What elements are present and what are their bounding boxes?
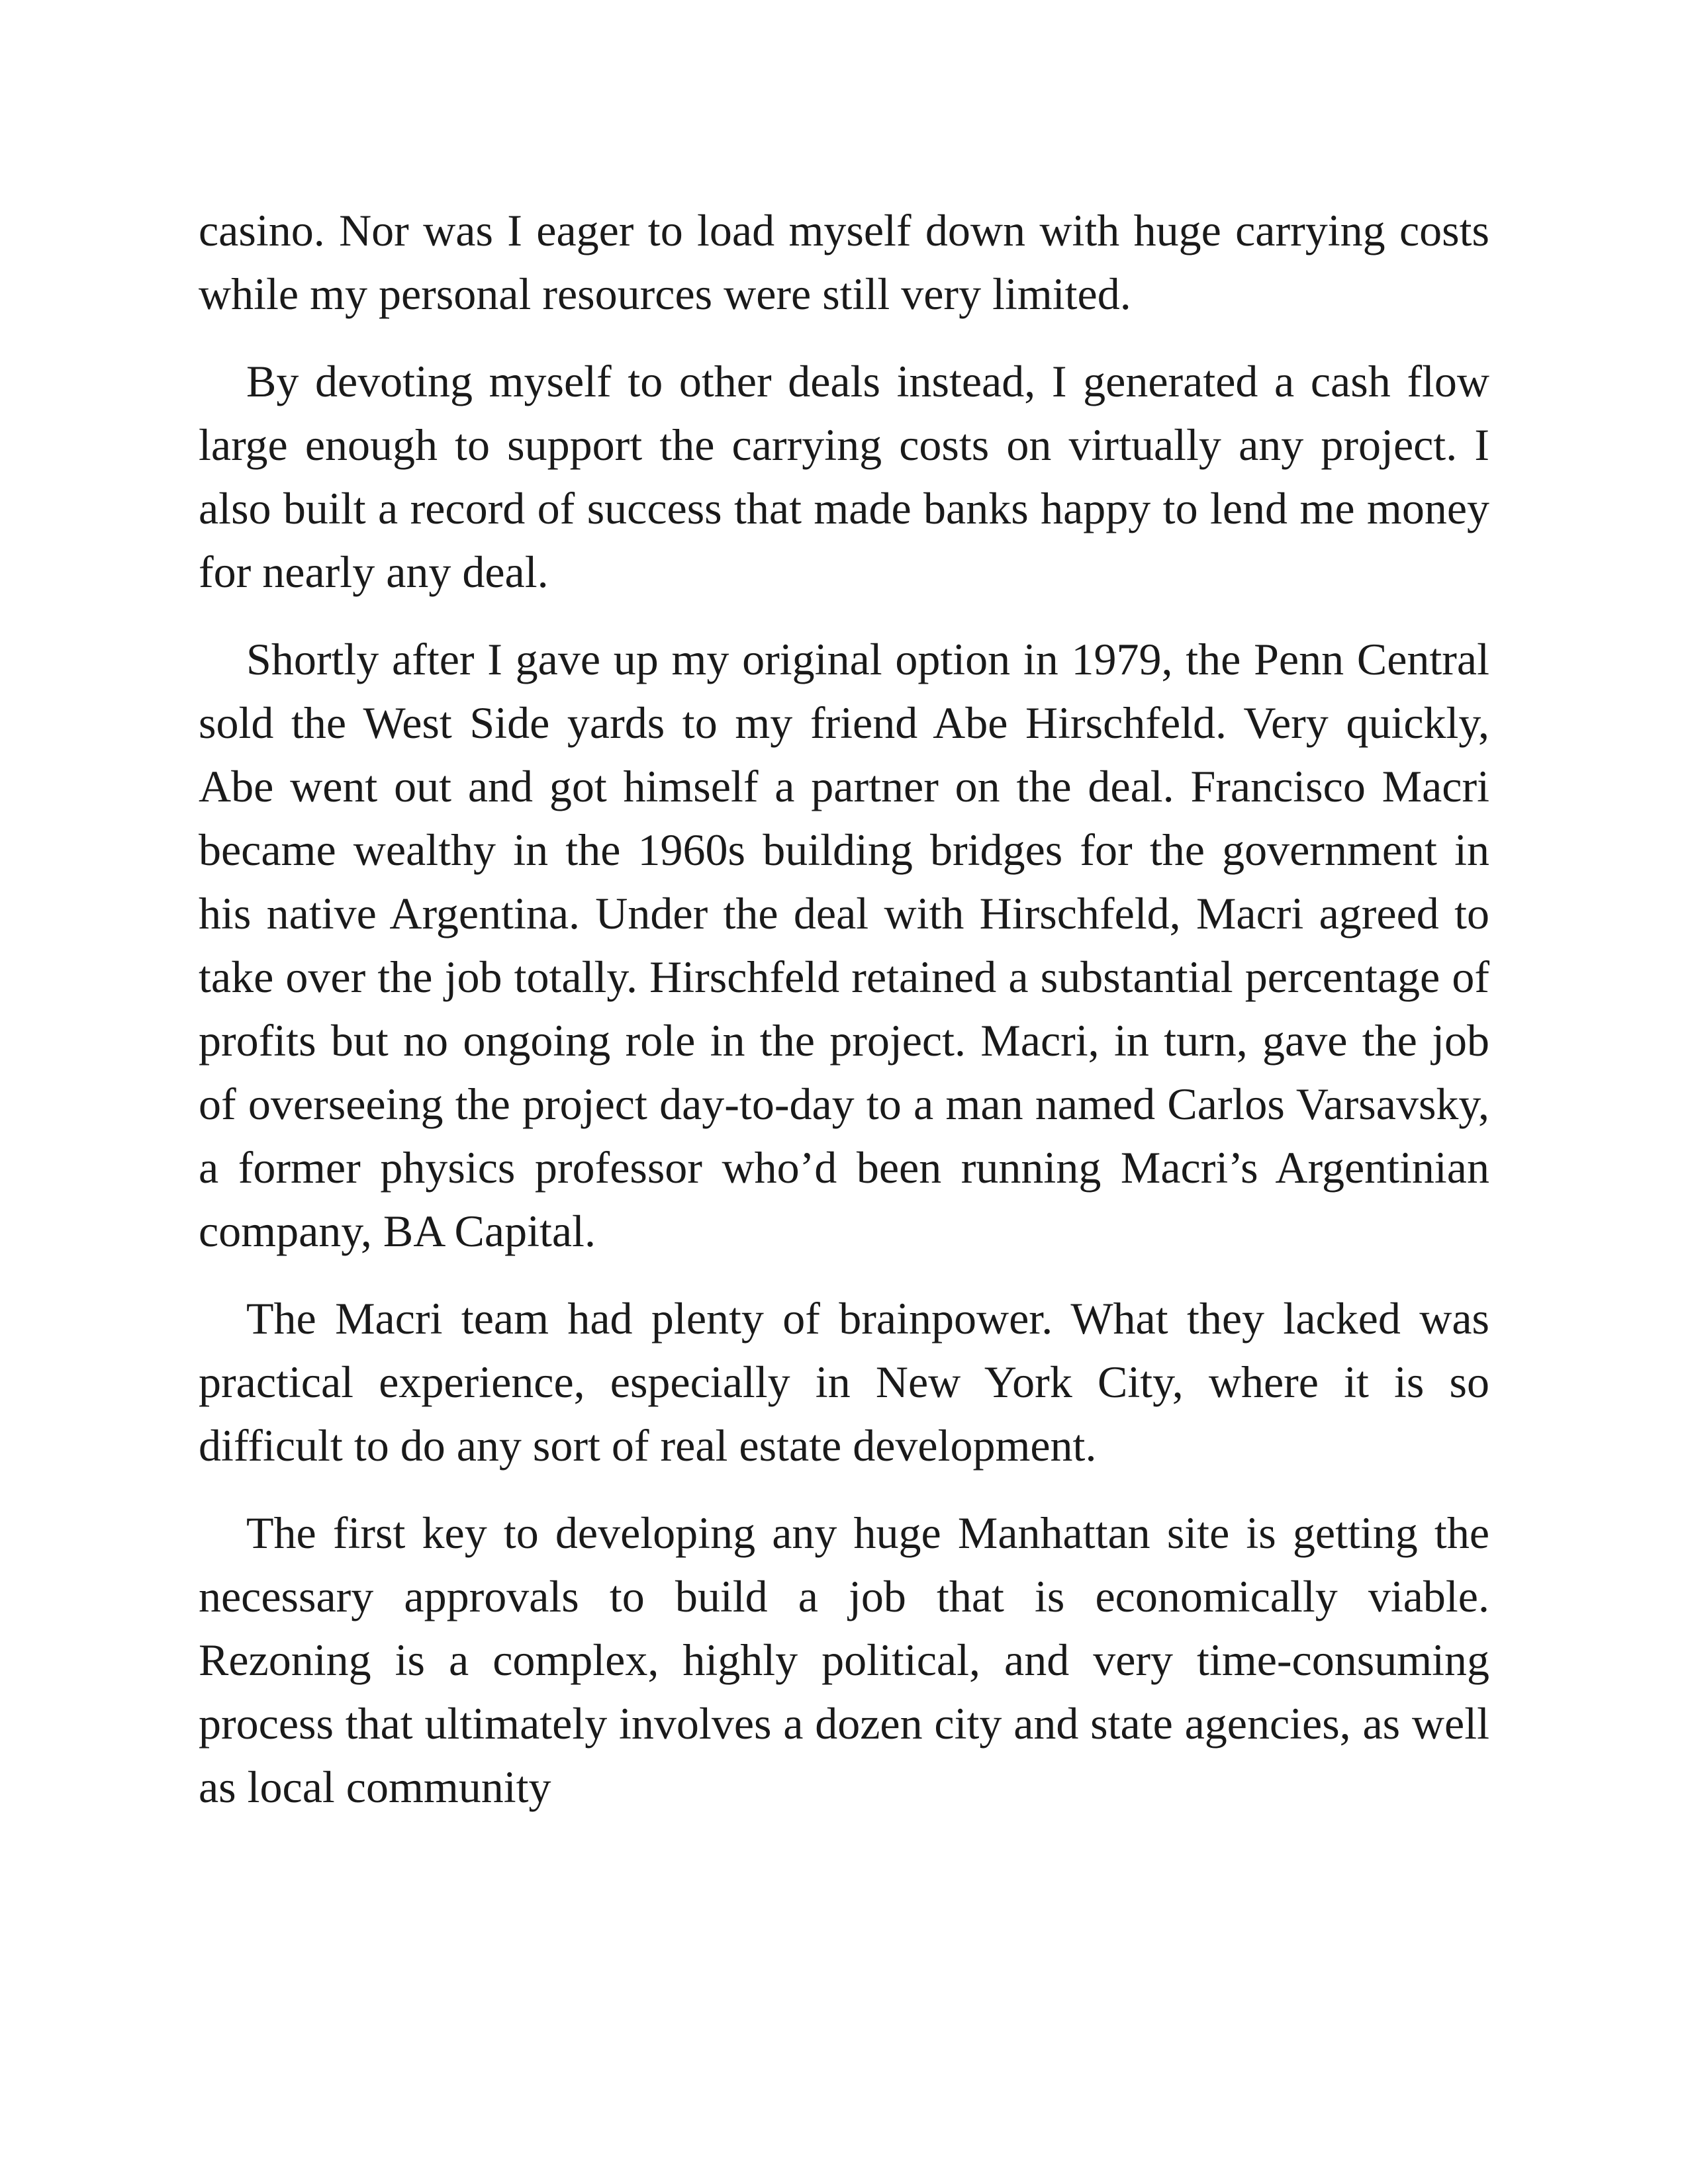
- paragraph-1: casino. Nor was I eager to load myself down with huge carrying costs while my personal resources were still very limited.: [199, 205, 1489, 319]
- paragraph-3: Shortly after I gave up my original option in 1979, the Penn Central sold the West Side yards to my friend Abe Hirschfeld. Very quickly, Abe went out and got himself a partner on the deal. Francisco Macri became wealthy in the 1960s building bridges for the government in his native Argentina. Under the deal with Hirschfeld, Macri agreed to take over the job totally. Hirschfeld retained a substantial percentage of profits but no ongoing role in the project. Macri, in turn, gave the job of overseeing the project day-to-day to a man named Carlos Varsavsky, a former physics professor who’d been running Macri’s Argentinian company, BA Capital.: [199, 634, 1489, 1256]
- body-text: [199, 199, 1489, 1843]
- paragraph-4: The Macri team had plenty of brainpower. What they lacked was practical experience, especially in New York City, where it is so difficult to do any sort of real estate development.: [199, 1293, 1489, 1471]
- paragraph-5: The first key to developing any huge Manhattan site is getting the necessary approvals to build a job that is economically viable. Rezoning is a complex, highly political, and very time-consuming process that ultimately involves a dozen city and state agencies, as well as local community: [199, 1508, 1489, 1812]
- paragraph-2: By devoting myself to other deals instead, I generated a cash flow large enough to support the carrying costs on virtually any project. I also built a record of success that made banks happy to lend me money for nearly any deal.: [199, 356, 1489, 597]
